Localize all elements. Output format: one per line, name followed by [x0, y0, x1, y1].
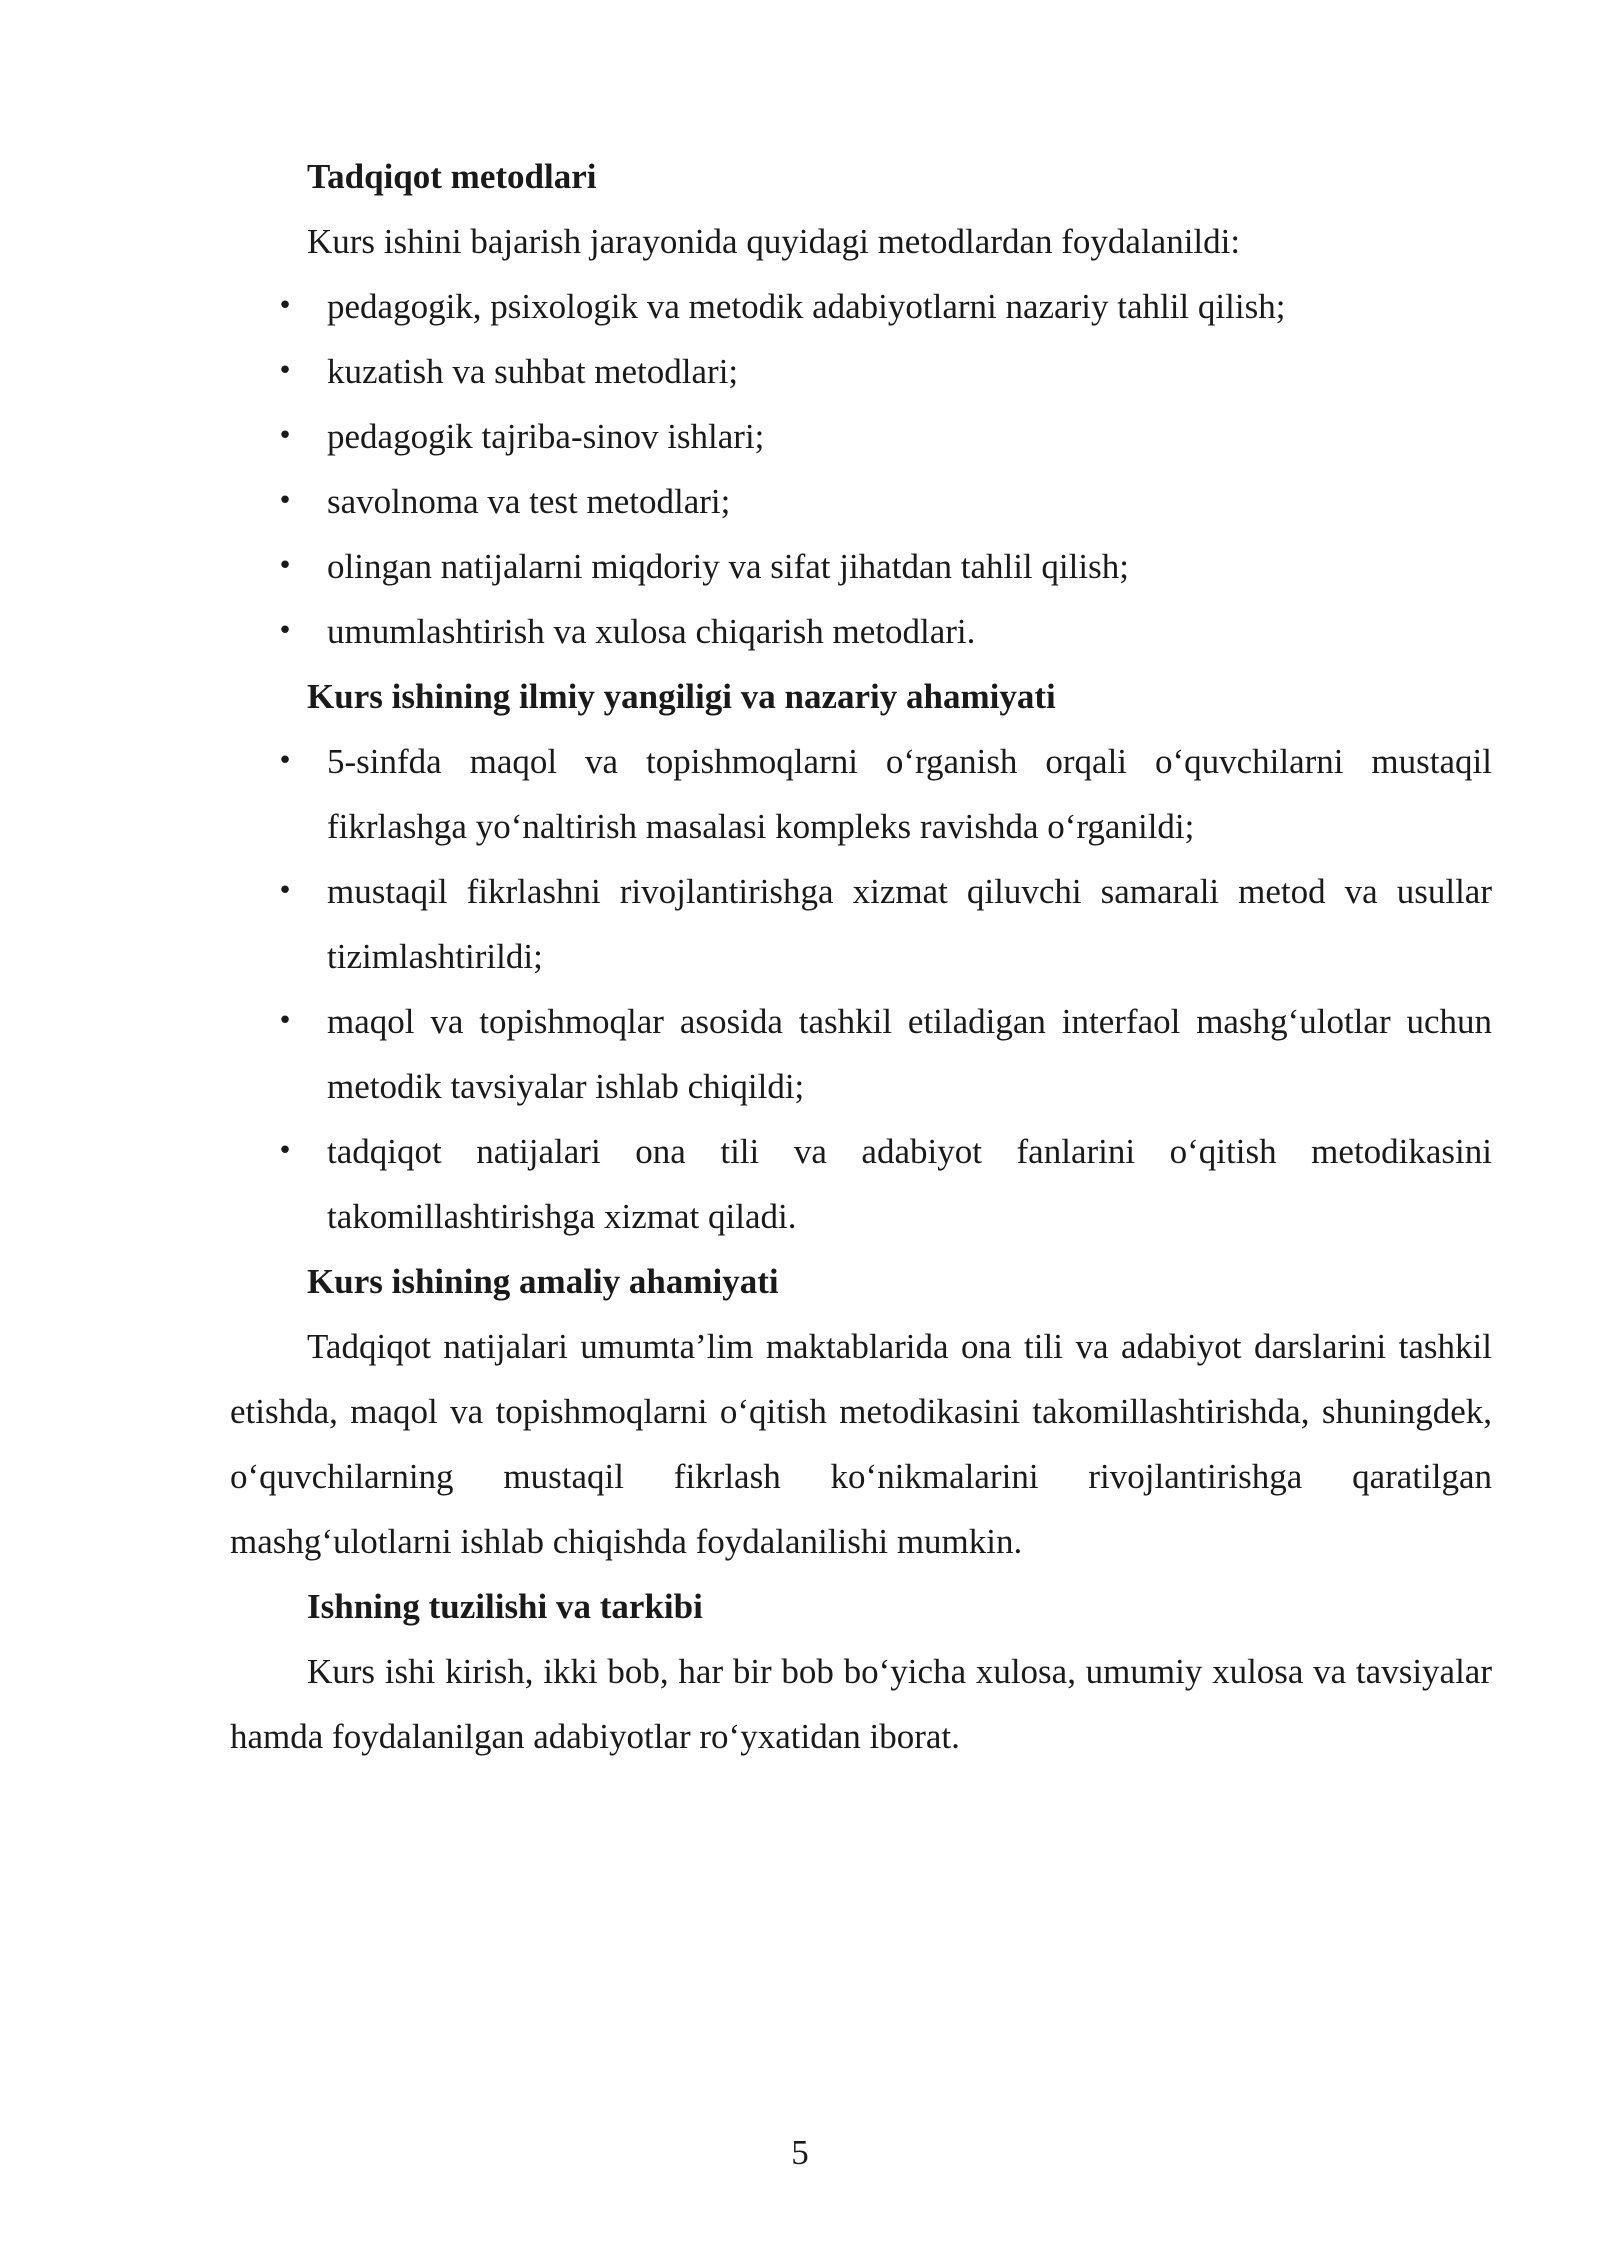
bullet-dot-icon: •	[277, 1136, 293, 1166]
page-content	[230, 144, 1492, 1769]
list-item	[230, 469, 1492, 534]
methods-list	[230, 274, 1492, 664]
bullet-dot-icon: •	[277, 486, 293, 516]
list-item	[230, 729, 1492, 859]
page-number: 5	[791, 2133, 809, 2172]
novelty-heading: Kurs ishining ilmiy yangiligi va nazariy ahamiyati	[307, 677, 1056, 716]
novelty-list	[230, 729, 1492, 1249]
bullet-dot-icon: •	[277, 291, 293, 321]
list-item	[230, 534, 1492, 599]
list-item	[230, 1119, 1492, 1249]
bullet-dot-icon: •	[277, 421, 293, 451]
list-item	[230, 599, 1492, 664]
methods-intro: Kurs ishini bajarish jarayonida quyidagi metodlardan foydalanildi:	[307, 222, 1241, 261]
bullet-dot-icon: •	[277, 551, 293, 581]
list-item	[230, 989, 1492, 1119]
list-item-text: maqol va topishmoqlar asosida tashkil etiladigan interfaol mashg‘ulotlar uchun metodik tavsiyalar ishlab chiqildi;	[327, 1002, 1492, 1106]
list-item-text: umumlashtirish va xulosa chiqarish metodlari.	[327, 612, 976, 651]
methods-heading: Tadqiqot metodlari	[307, 157, 597, 196]
practical-paragraph: Tadqiqot natijalari umumta’lim maktablarida ona tili va adabiyot darslarini tashkil etishda, maqol va topishmoqlarni o‘qitish metodikasini takomillashtirishda, shuningdek, o‘quvchilarning mustaqil fikrlash ko‘nikmalarini rivojlantirishga qaratilgan mashg‘ulotlarni ishlab chiqishda foydalanilishi mumkin.	[230, 1327, 1492, 1561]
bullet-dot-icon: •	[277, 876, 293, 906]
list-item-text: olingan natijalarni miqdoriy va sifat jihatdan tahlil qilish;	[327, 547, 1129, 586]
structure-heading: Ishning tuzilishi va tarkibi	[307, 1587, 703, 1626]
list-item-text: pedagogik tajriba-sinov ishlari;	[327, 417, 765, 456]
bullet-dot-icon: •	[277, 1006, 293, 1036]
list-item-text: mustaqil fikrlashni rivojlantirishga xizmat qiluvchi samarali metod va usullar tizimlashtirildi;	[327, 872, 1492, 976]
list-item-text: savolnoma va test metodlari;	[327, 482, 731, 521]
structure-paragraph: Kurs ishi kirish, ikki bob, har bir bob bo‘yicha xulosa, umumiy xulosa va tavsiyalar hamda foydalanilgan adabiyotlar ro‘yxatidan iborat.	[230, 1652, 1492, 1756]
list-item-text: pedagogik, psixologik va metodik adabiyotlarni nazariy tahlil qilish;	[327, 287, 1286, 326]
list-item	[230, 274, 1492, 339]
list-item-text: tadqiqot natijalari ona tili va adabiyot fanlarini o‘qitish metodikasini takomillashtirishga xizmat qiladi.	[327, 1132, 1492, 1236]
list-item	[230, 859, 1492, 989]
bullet-dot-icon: •	[277, 746, 293, 776]
bullet-dot-icon: •	[277, 616, 293, 646]
list-item	[230, 404, 1492, 469]
bullet-dot-icon: •	[277, 356, 293, 386]
list-item-text: 5-sinfda maqol va topishmoqlarni o‘rganish orqali o‘quvchilarni mustaqil fikrlashga yo‘naltirish masalasi kompleks ravishda o‘rganildi;	[327, 742, 1492, 846]
list-item-text: kuzatish va suhbat metodlari;	[327, 352, 739, 391]
practical-heading: Kurs ishining amaliy ahamiyati	[307, 1262, 779, 1301]
list-item	[230, 339, 1492, 404]
